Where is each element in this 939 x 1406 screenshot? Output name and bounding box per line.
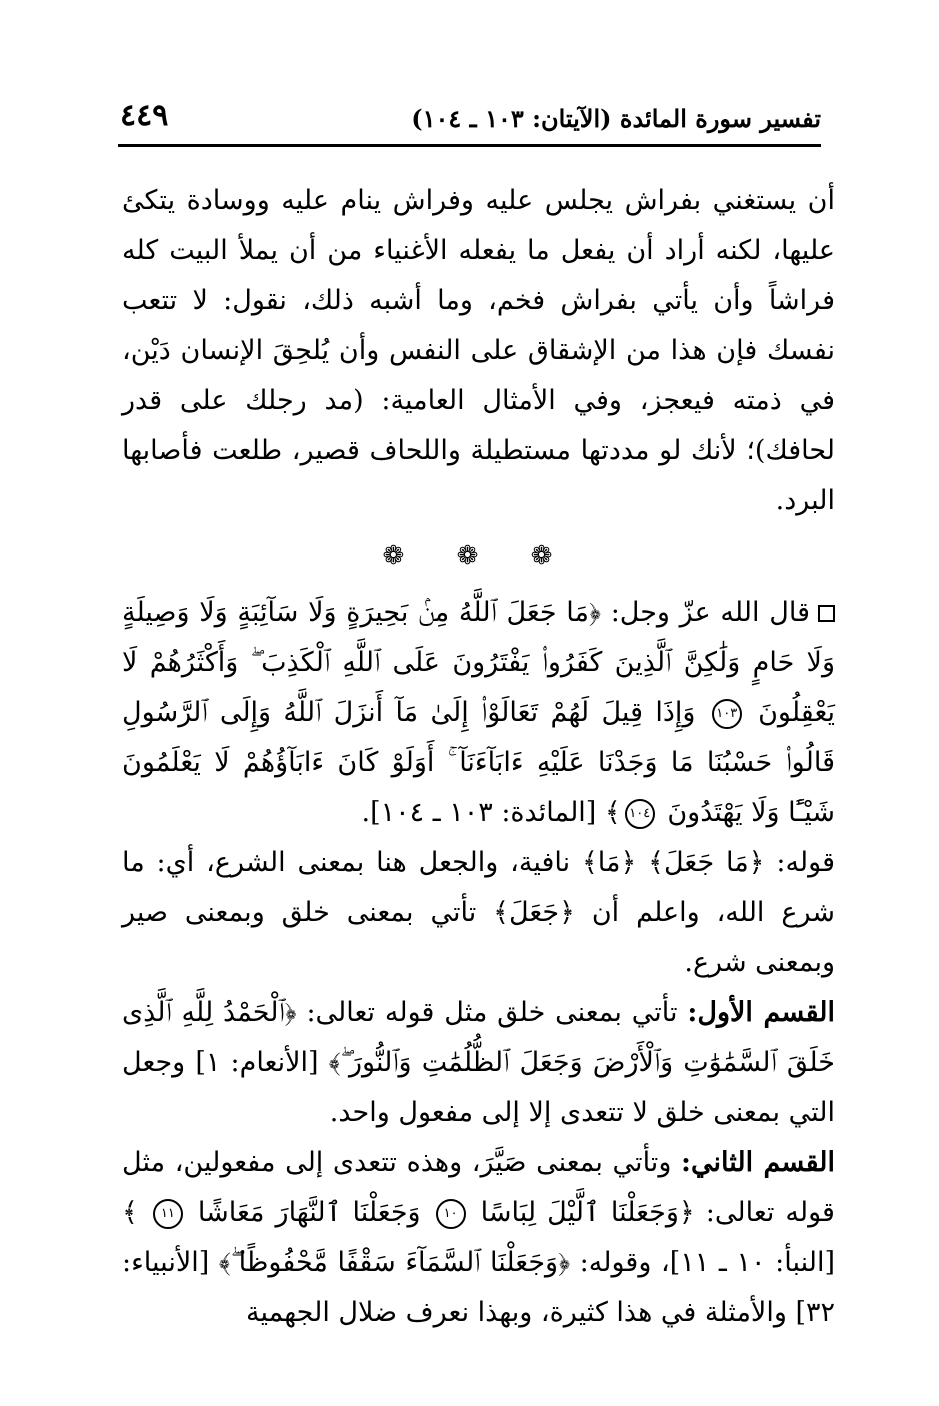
running-title: تفسير سورة المائدة (الآيتان: ١٠٣ ـ ١٠٤) — [411, 104, 821, 133]
quran-verse-block — [122, 588, 835, 838]
ayah-number-icon: ١٠٣ — [712, 699, 742, 729]
page-header — [118, 98, 821, 140]
verse-reference: ﴾ [المائدة: ١٠٣ ـ ١٠٤]. — [361, 797, 621, 828]
verse-text-103: ﴿مَا جَعَلَ ٱللَّهُ مِنۢ بَحِيرَةٍ وَلَا سَآئِبَةٍ وَلَا وَصِيلَةٍ وَلَا حَامٍ وَلَٰكِنَّ ٱلَّذِينَ كَفَرُوا۟ يَفْتَرُونَ عَلَى ٱللَّهِ ٱلْكَذِبَ ۖ وَأَكْثَرُهُمْ لَا يَعْقِلُونَ — [122, 597, 835, 728]
header-divider — [118, 144, 821, 147]
section-heading-second: القسم الثاني: — [681, 1147, 835, 1178]
page-body — [122, 176, 835, 1338]
paragraph-2: قوله: ﴿مَا جَعَلَ﴾ ﴿مَا﴾ نافية، والجعل هنا بمعنى الشرع، أي: ما شرع الله، واعلم أن ﴿جَعَلَ﴾ تأتي بمعنى خلق وبمعنى صير وبمعنى شرع. — [122, 847, 835, 978]
paragraph-3-text: تأتي بمعنى خلق مثل قوله تعالى: ﴿ٱلْحَمْدُ لِلَّهِ ٱلَّذِى خَلَقَ ٱلسَّمَٰوَٰتِ وَٱلْأَرْضَ وَجَعَلَ ٱلظُّلُمَٰتِ وَٱلنُّورَ ۖ﴾ [الأنعام: ١] وجعل التي بمعنى خلق لا تتعدى إلا إلى مفعول واحد. — [122, 997, 836, 1128]
paragraph-4-text-c: ﴾ [النبأ: ١٠ ـ ١١]، وقوله: ﴿وَجَعَلْنَا ٱلسَّمَآءَ سَقْفًا مَّحْفُوظًا ۖ﴾ [الأنبياء: ٣٢] والأمثلة في هذا كثيرة، وبهذا نعرف ضلال الجهمية — [122, 1197, 836, 1328]
paragraph-4-text-b: وَجَعَلْنَا ٱلنَّهَارَ مَعَاشًا — [197, 1197, 421, 1228]
section-separator: ❁ ❁ ❁ — [382, 541, 575, 571]
ayah-number-icon: ١٠٤ — [625, 799, 655, 829]
verse-text-104: وَإِذَا قِيلَ لَهُمْ تَعَالَوْا۟ إِلَىٰ مَآ أَنزَلَ ٱللَّهُ وَإِلَى ٱلرَّسُولِ قَالُوا۟ حَسْبُنَا مَا وَجَدْنَا عَلَيْهِ ءَابَآءَنَآ ۚ أَوَلَوْ كَانَ ءَابَآؤُهُمْ لَا يَعْلَمُونَ شَيْـًٔا وَلَا يَهْتَدُونَ — [122, 697, 835, 828]
ayah-number-icon: ١١ — [153, 1199, 183, 1229]
paragraph-4 — [122, 1138, 835, 1338]
paragraph-1: أن يستغني بفراش يجلس عليه وفراش ينام عليه ووسادة يتكئ عليها، لكنه أراد أن يفعل ما يفعله الأغنياء من أن يملأ البيت كله فراشاً وأن يأتي بفراش فخم، وما أشبه ذلك، نقول: لا تتعب نفسك فإن هذا من الإشقاق على النفس وأن يُلحِقَ الإنسان دَيْن، في ذمته فيعجز، وفي الأمثال العامية: (مد رجلك على قدر لحافك)؛ لأنك لو مددتها مستطيلة واللحاف قصير، طلعت فأصابها البرد. — [122, 185, 835, 516]
section-heading-first: القسم الأول: — [687, 997, 835, 1028]
square-marker-icon — [818, 605, 835, 622]
verse-intro: قال الله عزّ وجل: — [610, 597, 810, 628]
paragraph-3 — [122, 988, 835, 1138]
paragraph-4-text-a: وتأتي بمعنى صَيَّرَ، وهذه تتعدى إلى مفعولين، مثل قوله تعالى: ﴿وَجَعَلْنَا ٱلَّيْلَ لِبَاسًا — [122, 1147, 835, 1228]
ayah-number-icon: ١٠ — [436, 1199, 466, 1229]
page-number: ٤٤٩ — [120, 98, 169, 133]
